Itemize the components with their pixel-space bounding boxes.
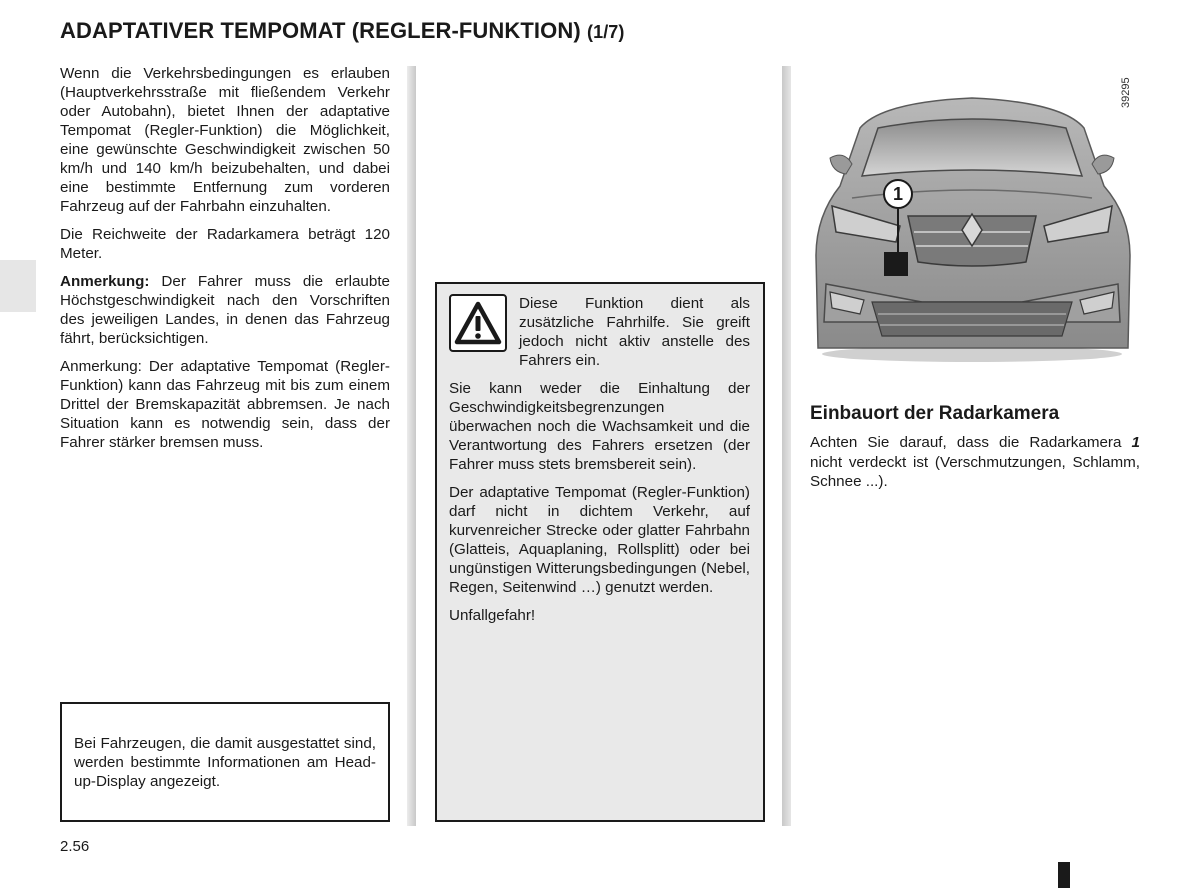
page-edge-marker: [1058, 862, 1070, 888]
warning-triangle-icon: [449, 294, 507, 352]
info-box-text: Bei Fahrzeugen, die damit ausgestattet sind, werden bestimmte Informationen am Head-up-Display angezeigt.: [74, 735, 376, 790]
radar-text-after: nicht verdeckt ist (Verschmutzungen, Schlamm, Schnee ...).: [810, 453, 1140, 490]
page-title-text: ADAPTATIVER TEMPOMAT (REGLER-FUNKTION): [60, 18, 581, 43]
warning-paragraph-3: Unfallgefahr!: [449, 607, 536, 624]
note-paragraph-1: [60, 272, 390, 348]
callout-label: 1: [892, 184, 903, 204]
head-up-display-info-box: [60, 702, 390, 822]
range-paragraph: Die Reichweite der Radarkamera beträgt 120 Meter.: [60, 226, 390, 262]
radar-section-heading: Einbauort der Radarkamera: [810, 403, 1060, 424]
warning-header: [449, 294, 750, 370]
radar-text-ref: 1: [1131, 434, 1140, 451]
page-number: 2.56: [60, 838, 90, 855]
column-divider-right: [782, 66, 791, 826]
warning-paragraph-1: Sie kann weder die Einhaltung der Geschwindigkeitsbegrenzungen überwachen noch die Wachsamkeit und die Verantwortung des Fahrers ersetzen (der Fahrer muss stets bremsbereit sein).: [449, 380, 750, 473]
page-indicator: (1/7): [586, 22, 625, 42]
warning-intro: Diese Funktion dient als zusätzliche Fahrhilfe. Sie greift jedoch nicht aktiv anstelle des Fahrers ein.: [519, 295, 750, 369]
radar-section-text: [810, 433, 1140, 492]
chapter-tab: [0, 260, 36, 312]
note-text: Der Fahrer muss die erlaubte Höchstgeschwindigkeit nach den Vorschriften des jeweiligen Landes, in denen das Fahrzeug fährt, berücksichtigen.: [60, 273, 390, 347]
car-front-photo: [812, 66, 1138, 364]
warning-paragraph-2: Der adaptative Tempomat (Regler-Funktion) darf nicht in dichtem Verkehr, auf kurvenreicher Strecke oder glatter Fahrbahn (Glatteis, Aquaplaning, Rollsplitt) oder bei ungünstigen Witterungsbedingungen (Nebel, Regen, Seitenwind …) genutzt werden.: [449, 484, 750, 596]
note-label: Anmerkung:: [60, 273, 150, 290]
left-column: [60, 64, 390, 461]
column-divider-left: [407, 66, 416, 826]
page-title: [60, 18, 625, 44]
figure-code: 39295: [1120, 77, 1132, 108]
intro-paragraph: Wenn die Verkehrsbedingungen es erlauben (Hauptverkehrsstraße mit fließendem Verkehr oder Autobahn), bietet Ihnen der adaptative Tempomat (Regler-Funktion) die Möglichkeit, eine gewünschte Geschwindigkeit zwischen 50 km/h und 140 km/h beizubehalten, und dabei eine bestimmte Entfernung zum vorderen Fahrzeug auf der Fahrbahn einzuhalten.: [60, 65, 390, 215]
note-paragraph-2: Anmerkung: Der adaptative Tempomat (Regler-Funktion) kann das Fahrzeug mit bis zum einem Drittel der Bremskapazität abbremsen. Je nach Situation kann es notwendig sein, dass der Fahrer stärker bremsen muss.: [60, 358, 390, 451]
radar-text-before: Achten Sie darauf, dass die Radarkamera: [810, 434, 1132, 451]
warning-box: [435, 282, 765, 822]
